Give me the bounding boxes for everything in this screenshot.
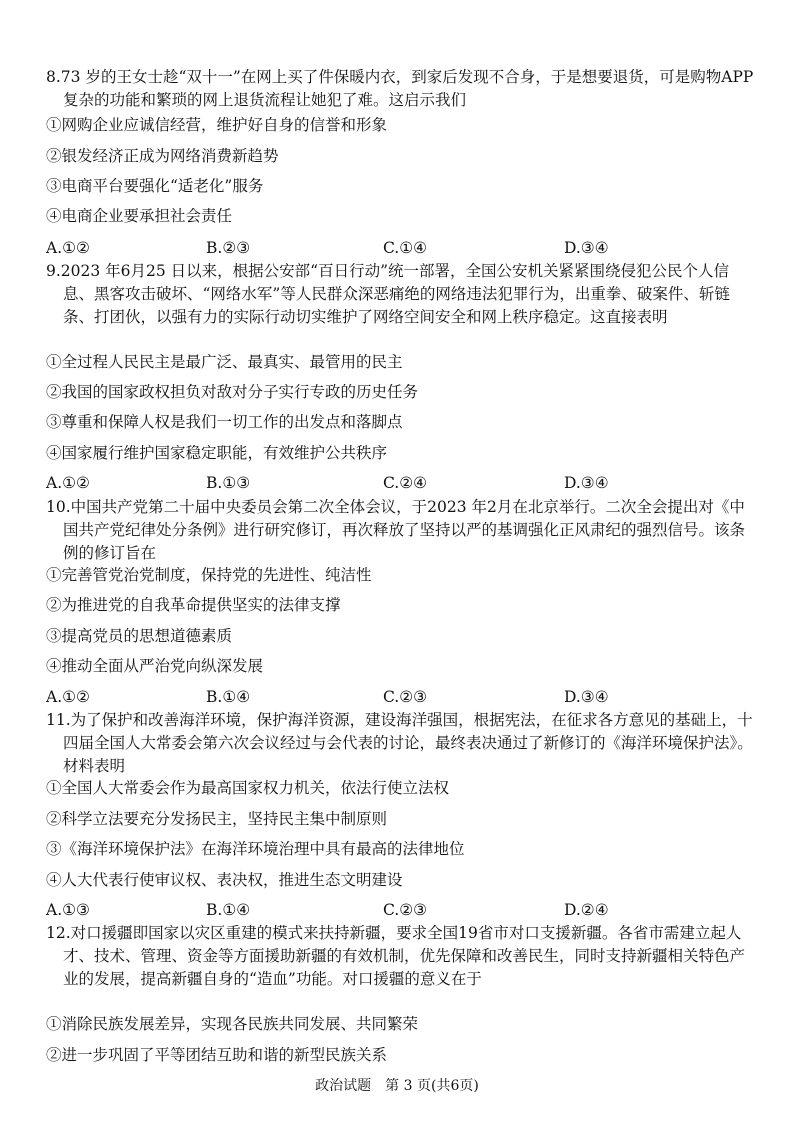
question-8 [46, 66, 758, 112]
choice-b: B.①④ [206, 901, 251, 919]
option-4: ④国家履行维护国家稳定职能，有效维护公共秩序 [46, 444, 388, 462]
choice-c: C.②③ [383, 688, 428, 706]
option-3: ③电商平台要强化“适老化”服务 [46, 177, 264, 195]
option-3: ③提高党员的思想道德素质 [46, 627, 233, 645]
choice-b: B.②③ [206, 239, 251, 257]
question-stem: 12.对口援疆即国家以灾区重建的模式来扶持新疆，要求全国19省市对口支援新疆。各省市需建立起人才、技术、管理、资金等方面援助新疆的有效机制，优先保障和改善民生，同时支持新疆相关特色产业的发展，提高新疆自身的“造血”功能。对口援疆的意义在于 [46, 924, 746, 988]
option-1: ①全过程人民民主是最广泛、最真实、最管用的民主 [46, 353, 403, 371]
question-10 [46, 496, 758, 565]
option-1: ①完善管党治党制度，保持党的先进性、纯洁性 [46, 566, 372, 584]
question-stem: 10.中国共产党第二十届中央委员会第二次全体会议，于2023 年2月在北京举行。二次全会提出对《中国共产党纪律处分条例》进行研究修订，再次释放了坚持以严的基调强化正风肃纪的强烈信号。该条例的修订旨在 [46, 498, 746, 562]
answer-choices [46, 686, 758, 709]
question-stem: 11.为了保护和改善海洋环境，保护海洋资源，建设海洋强国，根据宪法，在征求各方意见的基础上，十四届全国人大常委会第六次会议经过与会代表的讨论，最终表决通过了新修订的《海洋环境保护法》。材料表明 [46, 711, 753, 775]
choice-d: D.②④ [564, 901, 609, 919]
choice-a: A.①② [46, 688, 90, 706]
choice-d: D.③④ [564, 239, 609, 257]
answer-choices [46, 899, 758, 922]
option-2: ②为推进党的自我革命提供坚实的法律支撑 [46, 596, 341, 614]
option-2: ②科学立法要充分发扬民主，坚持民主集中制原则 [46, 810, 388, 828]
choice-a: A.①② [46, 239, 90, 257]
option-3: ③尊重和保障人权是我们一切工作的出发点和落脚点 [46, 413, 403, 431]
option-4: ④人大代表行使审议权、表决权，推进生态文明建设 [46, 871, 403, 889]
choice-b: B.①③ [206, 474, 251, 492]
option-2: ②银发经济正成为网络消费新趋势 [46, 147, 279, 165]
choice-c: C.②③ [383, 901, 428, 919]
option-1: ①网购企业应诚信经营，维护好自身的信誉和形象 [46, 116, 388, 134]
answer-choices [46, 472, 758, 495]
choice-a: A.①③ [46, 901, 90, 919]
option-4: ④电商企业要承担社会责任 [46, 207, 233, 225]
choice-c: C.②④ [383, 474, 428, 492]
choice-a: A.①② [46, 474, 90, 492]
choice-c: C.①④ [383, 239, 428, 257]
question-9 [46, 260, 758, 329]
question-12 [46, 922, 758, 991]
choice-d: D.③④ [564, 474, 609, 492]
page-footer: 政治试题 第 3 页(共6页) [315, 1078, 479, 1094]
choice-d: D.③④ [564, 688, 609, 706]
question-11 [46, 709, 758, 778]
option-1: ①全国人大常委会作为最高国家权力机关，依法行使立法权 [46, 779, 450, 797]
option-1: ①消除民族发展差异，实现各民族共同发展、共同繁荣 [46, 1015, 419, 1033]
answer-choices [46, 237, 758, 260]
option-3: ③《海洋环境保护法》在海洋环境治理中具有最高的法律地位 [46, 840, 465, 858]
option-2: ②进一步巩固了平等团结互助和谐的新型民族关系 [46, 1046, 388, 1064]
choice-b: B.①④ [206, 688, 251, 706]
option-2: ②我国的国家政权担负对敌对分子实行专政的历史任务 [46, 383, 419, 401]
question-stem: 8.73 岁的王女士趁“双十一”在网上买了件保暖内衣，到家后发现不合身，于是想要退货，可是购物APP复杂的功能和繁琐的网上退货流程让她犯了难。这启示我们 [46, 68, 754, 109]
option-4: ④推动全面从严治党向纵深发展 [46, 657, 264, 675]
question-stem: 9.2023 年6月25 日以来，根据公安部“百日行动”统一部署，全国公安机关紧紧围绕侵犯公民个人信息、黑客攻击破坏、“网络水军”等人民群众深恶痛绝的网络违法犯罪行为，出重拳、破案件、斩链条、打团伙，以强有力的实际行动切实维护了网络空间安全和网上秩序稳定。这直接表明 [46, 262, 730, 326]
